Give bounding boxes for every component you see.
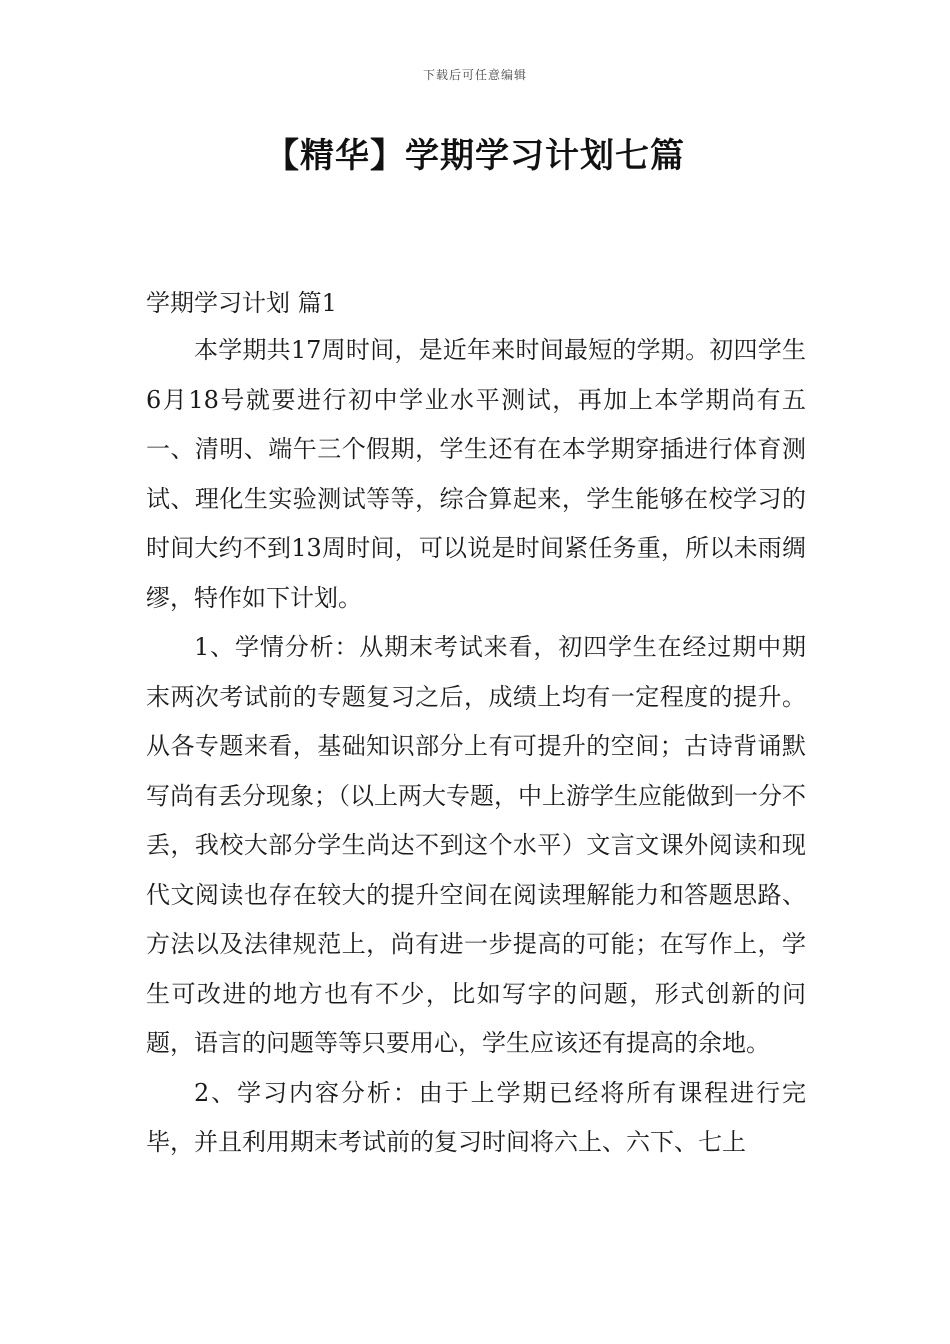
paragraph-analysis: 1、学情分析：从期末考试来看，初四学生在经过期中期末两次考试前的专题复习之后，成绩上均有一定程度的提升。从各专题来看，基础知识部分上有可提升的空间；古诗背诵默写尚有丢分现象；（以上两大专题，中上游学生应能做到一分不丢，我校大部分学生尚达不到这个水平）文言文课外阅读和现代文阅读也存在较大的提升空间在阅读理解能力和答题思路、方法以及法律规范上，尚有进一步提高的可能；在写作上，学生可改进的地方也有不少，比如写字的问题，形式创新的问题，语言的问题等等只要用心，学生应该还有提高的余地。: [146, 633, 806, 1057]
header-note: 下载后可任意编辑: [422, 68, 527, 82]
section-heading: 学期学习计划 篇1: [146, 289, 337, 317]
document-title: 【精华】学期学习计划七篇: [265, 136, 685, 176]
paragraph-intro: 本学期共17周时间，是近年来时间最短的学期。初四学生6月18号就要进行初中学业水平测试，再加上本学期尚有五一、清明、端午三个假期，学生还有在本学期穿插进行体育测试、理化生实验测试等等，综合算起来，学生能够在校学习的时间大约不到13周时间，可以说是时间紧任务重，所以未雨绸缪，特作如下计划。: [146, 336, 806, 612]
document-body: [146, 280, 806, 1168]
paragraph-content-analysis: 2、学习内容分析：由于上学期已经将所有课程进行完毕，并且利用期末考试前的复习时间将六上、六下、七上: [146, 1078, 806, 1156]
